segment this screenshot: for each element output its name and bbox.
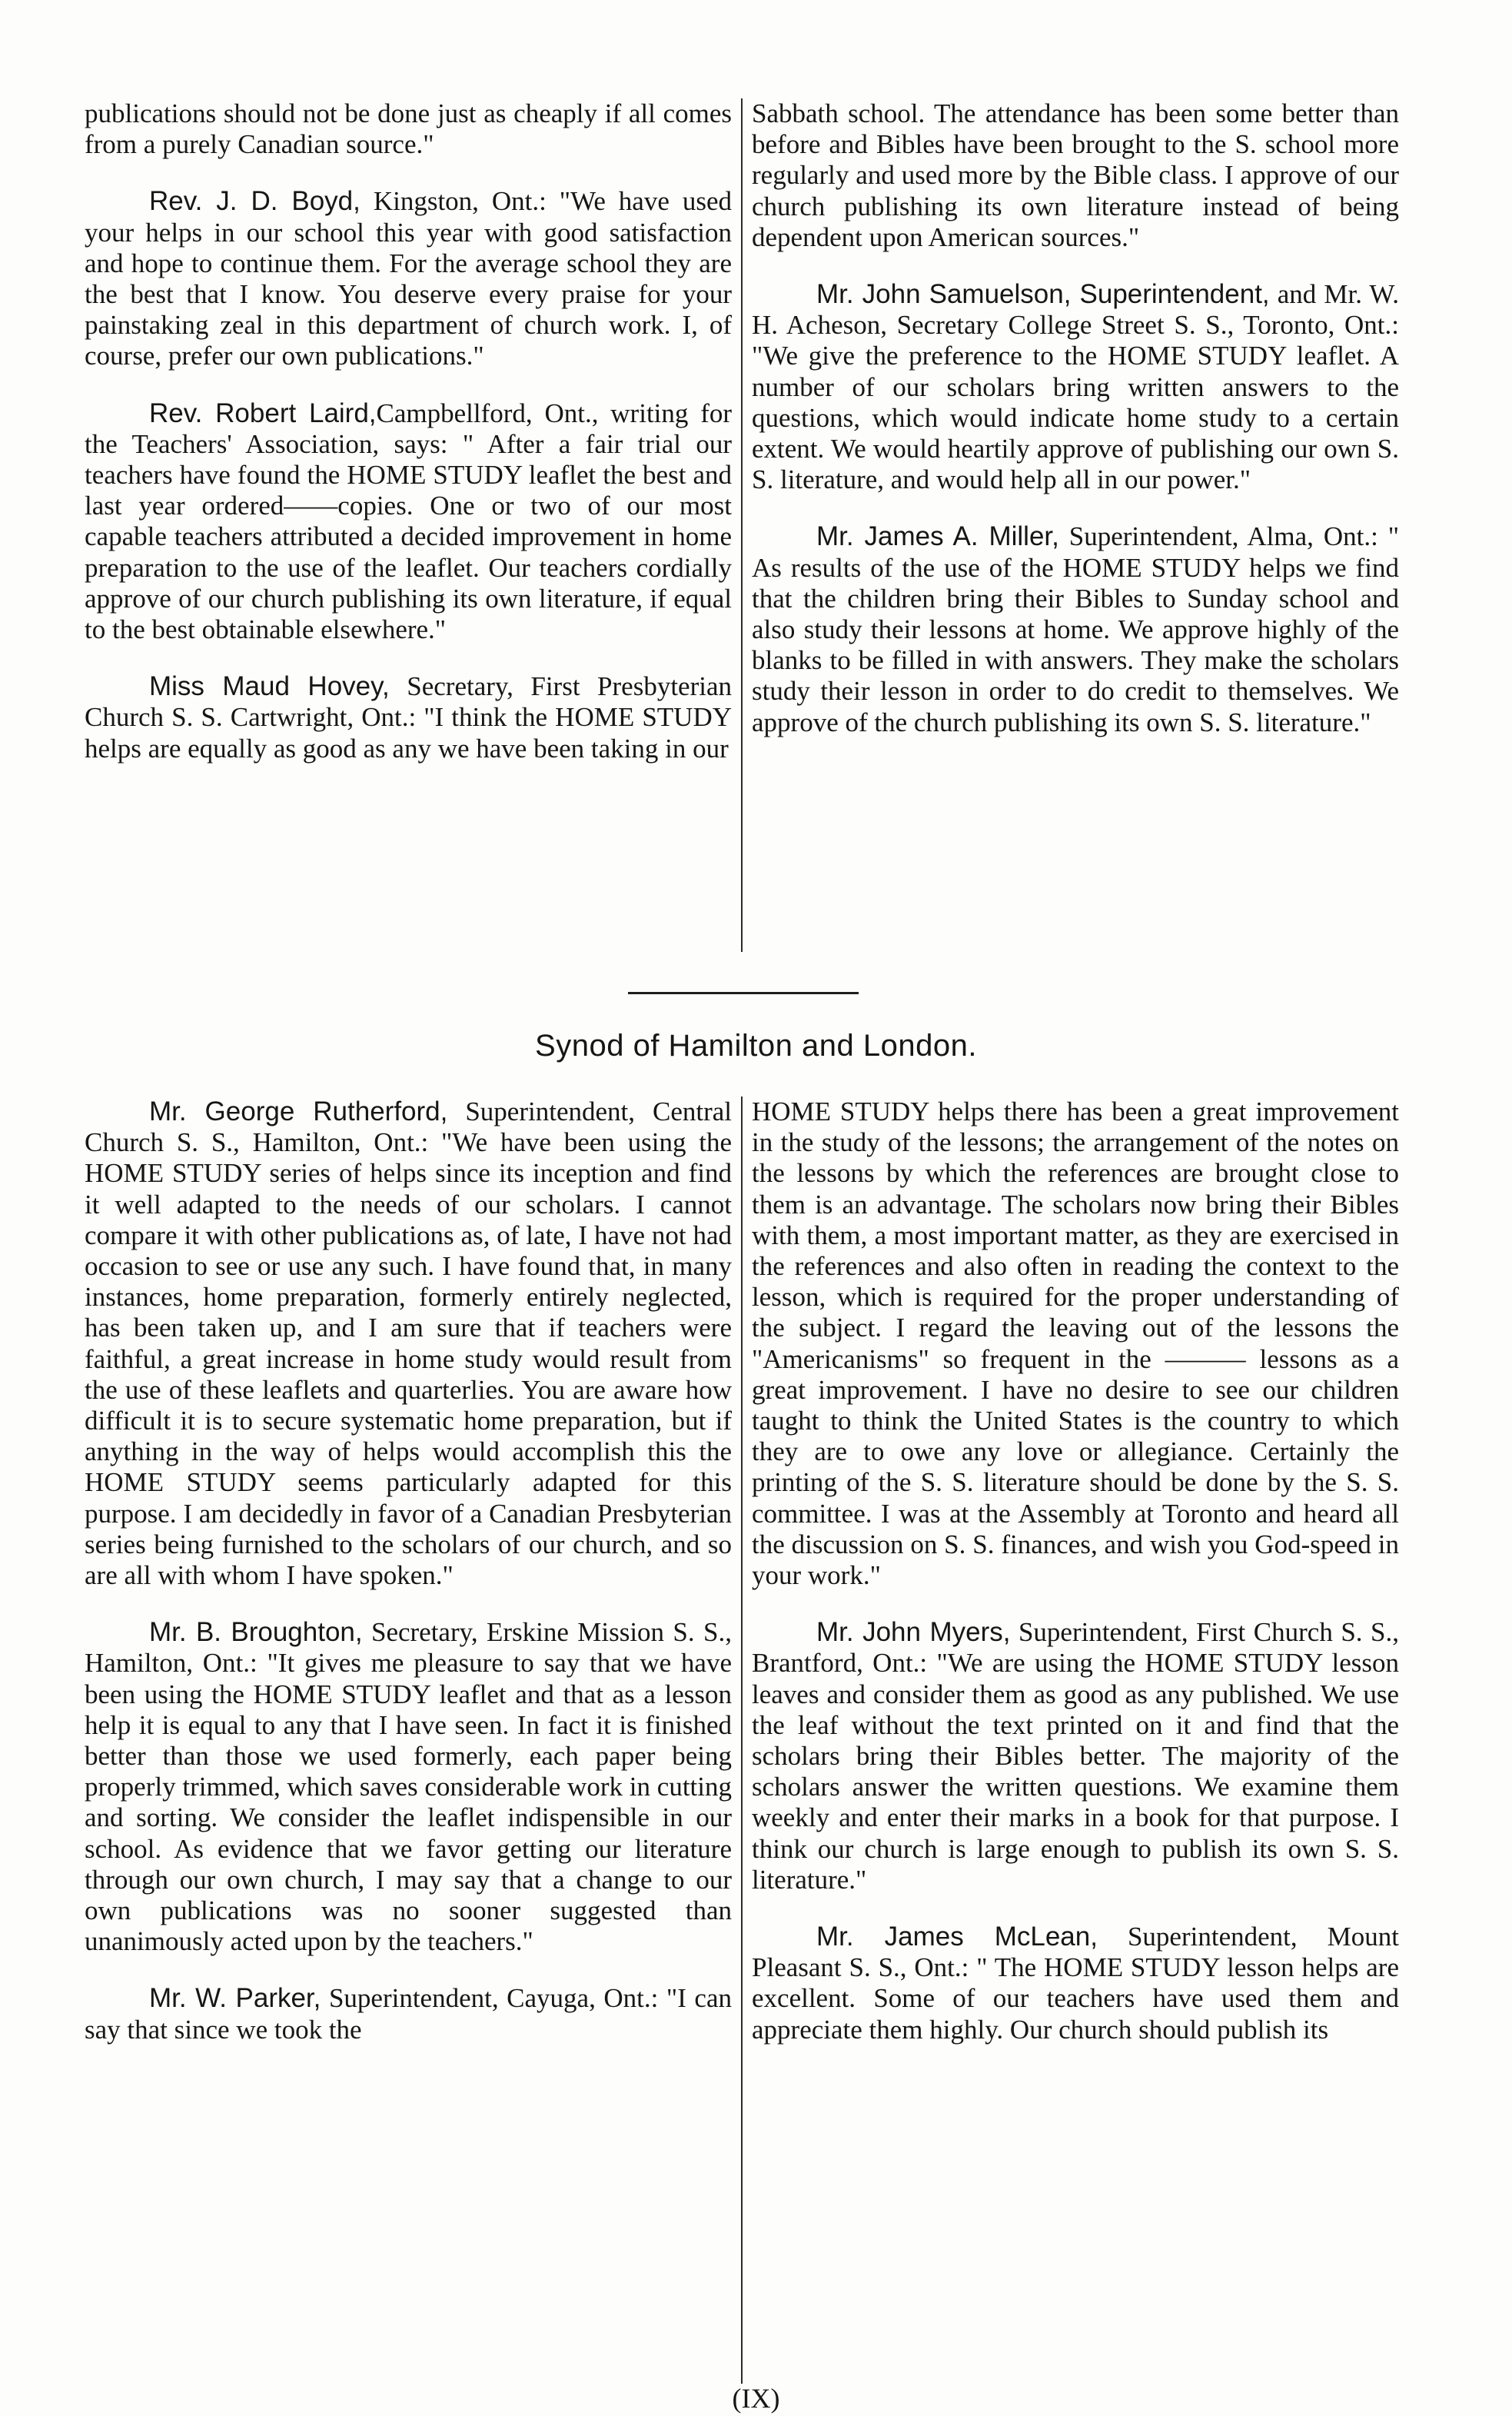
paragraph <box>752 521 1399 737</box>
paragraph <box>752 1922 1399 2045</box>
speaker-name: Mr. George Rutherford, <box>149 1097 448 1126</box>
paragraph-text: Campbellford, Ont., writing for the Teachers' Association, says: " After a fair trial our teachers have found the HOME STUDY leaflet the best and last year ordered——copies. One or two of our most capable teachers attributed a decided improvement in home preparation to the use of the leaflet. Our teachers cordially approve of our church publishing its own literature, if equal to the best obtainable elsewhere." <box>85 398 733 645</box>
bottom-left-column <box>85 1097 732 2384</box>
paragraph-text: and Mr. W. H. Acheson, Secretary College Street S. S., Toronto, Ont.: "We give the preference to the HOME STUDY leaflet. A number of our scholars bring written answers to the questions, which would indicate home study to a certain extent. We would heartily approve of publishing our own S. S. literature, and would help all in our power." <box>752 279 1399 495</box>
paragraph <box>85 1617 732 1957</box>
paragraph <box>85 1097 732 1591</box>
speaker-name: Rev. J. D. Boyd, <box>149 186 361 217</box>
speaker-name: Mr. James A. Miller, <box>816 521 1059 552</box>
paragraph-text: Secretary, First Presbyterian Church S. S. Cartwright, Ont.: "I think the HOME STUDY helps are equally as good as any we have been taking in our <box>85 671 733 764</box>
top-right-column <box>752 98 1399 952</box>
paragraph <box>752 1097 1399 1591</box>
paragraph <box>85 1983 732 2045</box>
top-columns <box>85 98 1399 952</box>
bottom-right-column <box>752 1097 1399 2384</box>
speaker-name: Mr. B. Broughton, <box>149 1617 363 1648</box>
speaker-name: Mr. James McLean, <box>816 1922 1098 1952</box>
paragraph-text: Superintendent, Cayuga, Ont.: "I can say that since we took the <box>85 1983 732 2045</box>
paragraph-text: Sabbath school. The attendance has been some better than before and Bibles have been brought to the S. school more regularly and used more by the Bible class. I approve of our church publishing its own literature instead of being dependent upon American sources." <box>752 98 1399 252</box>
paragraph-text: Superintendent, Mount Pleasant S. S., Ont.: " The HOME STUDY lesson helps are excellent. Some of our teachers have used them and appreciate them highly. Our church should publish its <box>752 1922 1399 2045</box>
paragraph <box>85 398 732 646</box>
column-rule <box>741 1097 743 2384</box>
bottom-columns <box>85 1097 1399 2384</box>
paragraph <box>752 1617 1399 1895</box>
speaker-name: Rev. Robert Laird, <box>149 398 377 428</box>
paragraph-text: Superintendent, First Church S. S., Brantford, Ont.: "We are using the HOME STUDY lesson leaves and consider them as good as any published. We use the leaf without the text printed on it and find that the scholars bring their Bibles better. The majority of the scholars answer the written questions. We examine them weekly and enter their marks in a book for that purpose. I think our church is large enough to publish its own S. S. literature." <box>752 1617 1399 1895</box>
section-divider <box>628 992 859 994</box>
column-rule <box>741 98 743 952</box>
top-left-column <box>85 98 732 952</box>
page-number: (IX) <box>732 2383 780 2414</box>
speaker-name: Mr. John Myers, <box>816 1617 1011 1648</box>
speaker-name: Miss Maud Hovey, <box>149 671 390 702</box>
paragraph-text: Kingston, Ont.: "We have used your helps in our school this year with good satisfaction and hope to continue them. For the average school they are the best that I know. You deserve every praise for your painstaking zeal in this department of church work. I, of course, prefer our own publications." <box>85 186 732 371</box>
paragraph-text: Superintendent, Central Church S. S., Hamilton, Ont.: "We have been using the HOME STUDY series of helps since its inception and find it well adapted to the needs of our scholars. I cannot compare it with other publications as, of late, I have not had occasion to see or use any such. I have found that, in many instances, home preparation, formerly entirely neglected, has been taken up, and I am sure that if teachers were faithful, a great increase in home study would result from the use of these leaflets and quarterlies. You are aware how difficult it is to secure systematic home preparation, but if anything in the way of helps would accomplish this the HOME STUDY seems particularly adapted for this purpose. I am decidedly in favor of a Canadian Presbyterian series being furnished to the scholars of our church, and so are all with whom I have spoken." <box>85 1097 732 1591</box>
paragraph <box>85 186 732 371</box>
paragraph-text: Superintendent, Alma, Ont.: " As results of the use of the HOME STUDY helps we find that the children bring their Bibles to Sunday school and also study their lessons at home. We approve highly of the blanks to be filled in with answers. They make the scholars study their lesson in order to do credit to themselves. We approve of the church publishing its own S. S. literature." <box>752 521 1399 737</box>
paragraph <box>85 671 732 764</box>
paragraph-text: Secretary, Erskine Mission S. S., Hamilton, Ont.: "It gives me pleasure to say that we have been using the HOME STUDY leaflet and that as a lesson help it is equal to any that I have seen. In fact it is finished better than those we used formerly, each paper being properly trimmed, which saves considerable work in cutting and sorting. We consider the leaflet indispensible in our school. As evidence that we favor getting our literature through our own church, I may say that a change to our own publications was no sooner suggested than unanimously acted upon by the teachers." <box>85 1617 732 1957</box>
paragraph-text: HOME STUDY helps there has been a great improvement in the study of the lessons; the arrangement of the notes on the lessons by which the references are brought close to them is an advantage. The scholars now bring their Bibles with them, a most important matter, as they are exercised in the references and also often in reading the context to the lesson, which is required for the proper understanding of the subject. I regard the leaving out of the lessons the "Americanisms" so frequent in the ——— lessons as a great improvement. I have no desire to see our children taught to think the United States is the country to which they are to owe any love or allegiance. Certainly the printing of the S. S. literature should be done by the S. S. committee. I was at the Assembly at Toronto and heard all the discussion on S. S. finances, and wish you God-speed in your work." <box>752 1097 1399 1591</box>
speaker-name: Mr. John Samuelson, Superintendent, <box>816 279 1270 310</box>
speaker-name: Mr. W. Parker, <box>149 1983 321 2014</box>
paragraph <box>752 98 1399 253</box>
paragraph <box>752 279 1399 495</box>
paragraph <box>85 98 732 160</box>
paragraph-text: publications should not be done just as cheaply if all comes from a purely Canadian source." <box>85 98 732 160</box>
section-heading: Synod of Hamilton and London. <box>535 1029 977 1063</box>
